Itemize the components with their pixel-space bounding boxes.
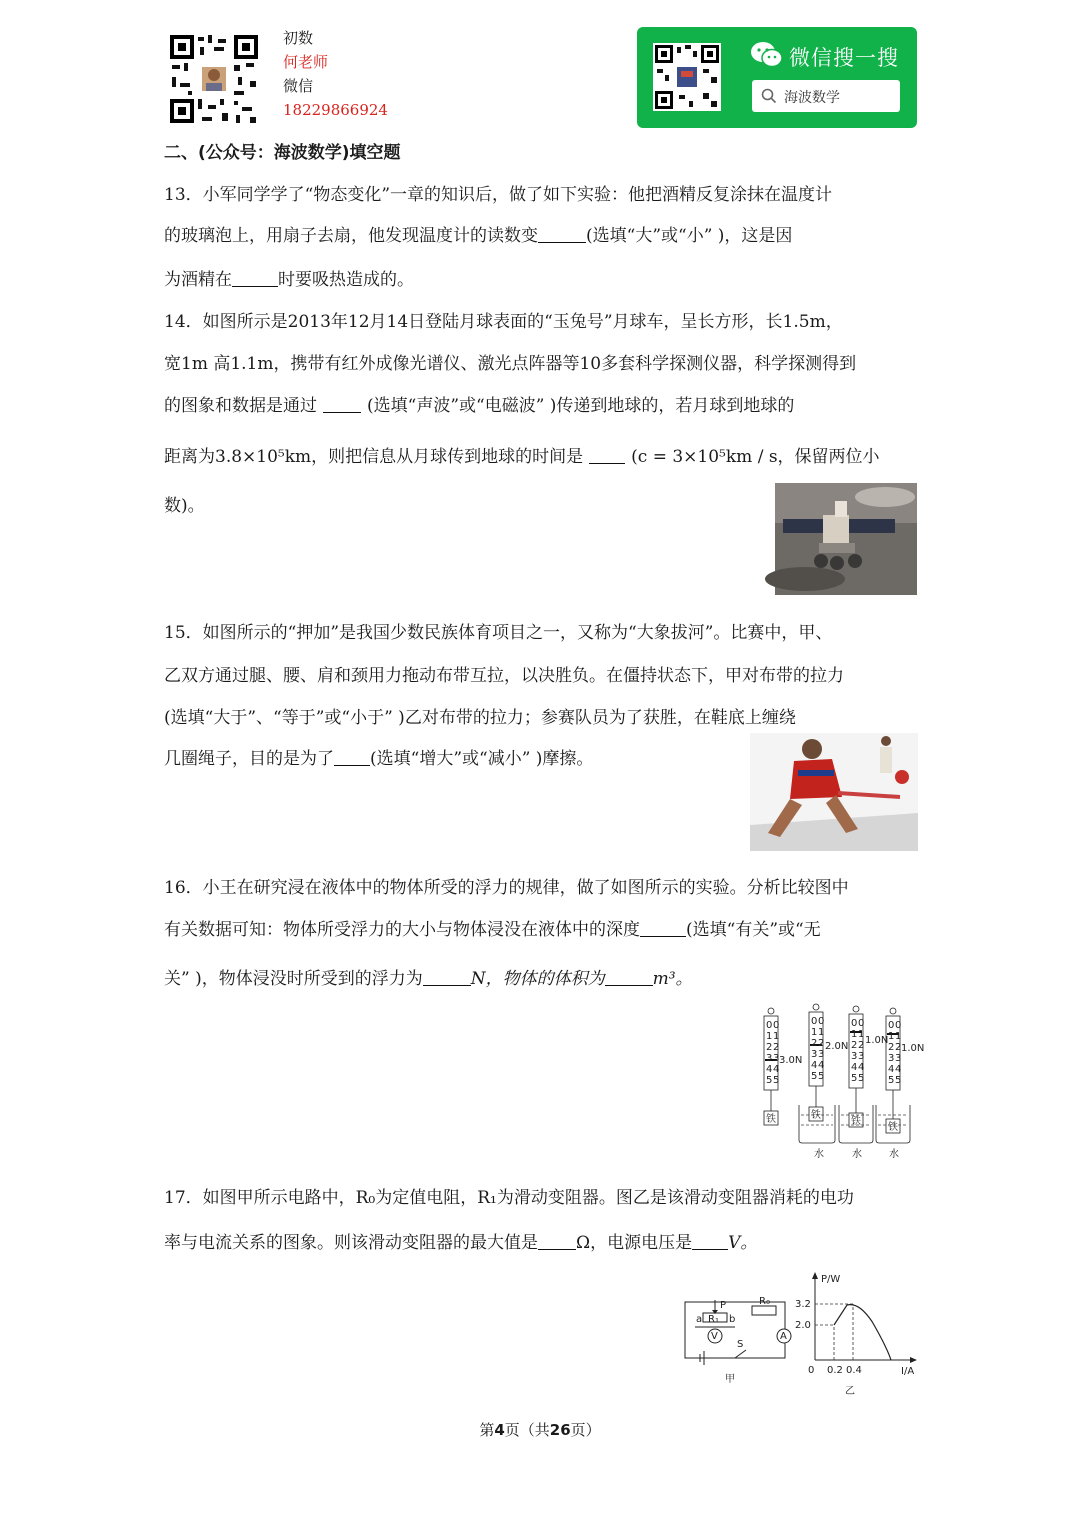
scale-tick: 1 xyxy=(773,1031,780,1042)
scale-tick: 4 xyxy=(895,1064,902,1075)
scale-tick: 0 xyxy=(766,1020,773,1031)
footer-text: 页（共 xyxy=(504,1421,550,1439)
answer-blank[interactable] xyxy=(589,446,625,464)
q17-text: Ω，电源电压是 xyxy=(576,1233,693,1253)
y-axis-label: P/W xyxy=(821,1274,841,1285)
scale-tick: 2 xyxy=(773,1042,780,1053)
q17-text: V。 xyxy=(728,1233,758,1253)
q14-text: (c = 3×10⁵km / s，保留两位小 xyxy=(631,447,880,467)
scale-tick: 1 xyxy=(818,1027,825,1038)
contact-line: 初数 xyxy=(283,29,314,47)
scale-tick: 1 xyxy=(895,1031,902,1042)
x-tick-label: 0.2 xyxy=(827,1365,843,1376)
scale-tick: 5 xyxy=(858,1073,865,1084)
q16-line-2 xyxy=(164,919,918,941)
contact-line: 微信 xyxy=(283,77,314,95)
water-label: 水 xyxy=(814,1149,824,1160)
scale-tick: 5 xyxy=(888,1075,895,1086)
page-footer xyxy=(0,1419,1080,1440)
footer-text: 页） xyxy=(570,1421,601,1439)
q16-text: m³。 xyxy=(652,969,693,989)
q15-text: (选填“增大”或“减小” )摩擦。 xyxy=(370,749,594,769)
wechat-search-card[interactable] xyxy=(637,27,917,128)
scale-tick: 0 xyxy=(818,1016,825,1027)
q17-text: 率与电流关系的图象。则该滑动变阻器的最大值是 xyxy=(164,1233,538,1253)
scale-tick: 0 xyxy=(858,1018,865,1029)
scale-tick: 2 xyxy=(766,1042,773,1053)
answer-blank[interactable] xyxy=(538,1232,576,1250)
answer-blank[interactable] xyxy=(232,269,278,287)
scale-tick: 5 xyxy=(851,1073,858,1084)
y-tick-label: 2.0 xyxy=(795,1320,811,1331)
q13-text: 为酒精在 xyxy=(164,270,232,290)
q16-line-3 xyxy=(164,968,918,990)
scale-tick: 2 xyxy=(811,1038,818,1049)
scale-tick: 2 xyxy=(818,1038,825,1049)
scale-reading: 2.0N xyxy=(825,1041,849,1052)
circuit-label: S xyxy=(737,1339,744,1350)
scale-tick: 0 xyxy=(773,1020,780,1031)
scale-tick: 1 xyxy=(766,1031,773,1042)
circuit-caption: 甲 xyxy=(725,1374,735,1385)
q14-line-2: 宽1m 高1.1m，携带有红外成像光谱仪、激光点阵器等10多套科学探测仪器，科学探测得到 xyxy=(164,354,857,374)
scale-tick: 1 xyxy=(858,1029,865,1040)
q14-line-4 xyxy=(164,446,918,468)
scale-reading: 1.0N xyxy=(865,1035,889,1046)
q14-line-1: 14．如图所示是2013年12月14日登陆月球表面的“玉兔号”月球车，呈长方形，长1.5m， xyxy=(164,312,843,332)
q14-text: 的图象和数据是通过 xyxy=(164,396,317,416)
circuit-label: A xyxy=(780,1331,787,1342)
qr-code-right xyxy=(653,43,721,111)
scale-tick: 4 xyxy=(851,1062,858,1073)
answer-blank[interactable] xyxy=(538,225,586,243)
spring-scale-figure xyxy=(755,1005,925,1160)
scale-tick: 4 xyxy=(888,1064,895,1075)
circuit-label: P xyxy=(720,1300,727,1311)
answer-blank[interactable] xyxy=(605,968,653,986)
scale-tick: 5 xyxy=(811,1071,818,1082)
scale-tick: 1 xyxy=(851,1029,858,1040)
x-tick-label: 0 xyxy=(808,1365,815,1376)
q15-line-3: (选填“大于”、“等于”或“小于” )乙对布带的拉力；参赛队员为了获胜，在鞋底上缠绕 xyxy=(164,708,796,728)
q16-text: 关” )，物体浸没时所受到的浮力为 xyxy=(164,969,423,989)
contact-phone: 18229866924 xyxy=(283,101,388,119)
q16-text: (选填“有关”或“无 xyxy=(686,920,821,940)
scale-tick: 3 xyxy=(888,1053,895,1064)
contact-teacher: 何老师 xyxy=(283,53,329,71)
q16-line-1: 16．小王在研究浸在液体中的物体所受的浮力的规律，做了如图所示的实验。分析比较图中 xyxy=(164,878,849,898)
q16-text: N，物体的体积为 xyxy=(470,969,605,989)
q13-text: 的玻璃泡上，用扇子去扇，他发现温度计的读数变 xyxy=(164,226,538,246)
q16-text: 有关数据可知：物体所受浮力的大小与物体浸没在液体中的深度 xyxy=(164,920,640,940)
scale-reading: 3.0N xyxy=(779,1055,803,1066)
section-title: 二、(公众号：海波数学)填空题 xyxy=(164,143,401,163)
scale-tick: 5 xyxy=(766,1075,773,1086)
q15-line-1: 15．如图所示的“押加”是我国少数民族体育项目之一，又称为“大象拔河”。比赛中，甲、 xyxy=(164,623,833,643)
answer-blank[interactable] xyxy=(692,1232,728,1250)
scale-tick: 2 xyxy=(895,1042,902,1053)
q13-line-2 xyxy=(164,225,918,247)
scale-tick: 1 xyxy=(811,1027,818,1038)
iron-block-label: 铁 xyxy=(811,1110,821,1121)
graph-caption: 乙 xyxy=(845,1386,855,1397)
scale-tick: 3 xyxy=(766,1053,773,1064)
circuit-label: R₀ xyxy=(759,1296,770,1307)
iron-block-label: 铁 xyxy=(851,1116,861,1127)
yajia-tug-photo xyxy=(750,733,918,851)
iron-block-label: 铁 xyxy=(766,1114,776,1125)
power-curve xyxy=(834,1305,891,1360)
scale-tick: 4 xyxy=(811,1060,818,1071)
x-axis-label: I/A xyxy=(901,1366,915,1377)
scale-reading: 1.0N xyxy=(901,1043,925,1054)
circuit-label: b xyxy=(729,1314,736,1325)
answer-blank[interactable] xyxy=(423,968,471,986)
power-current-graph xyxy=(795,1270,920,1400)
wechat-search-box[interactable] xyxy=(752,80,900,112)
q15-line-2: 乙双方通过腿、腰、肩和颈用力拖动布带互拉，以决胜负。在僵持状态下，甲对布带的拉力 xyxy=(164,666,844,686)
scale-tick: 3 xyxy=(811,1049,818,1060)
scale-tick: 3 xyxy=(858,1051,865,1062)
scale-tick: 3 xyxy=(851,1051,858,1062)
q15-text: 几圈绳子，目的是为了 xyxy=(164,749,334,769)
q13-text: (选填“大”或“小” )，这是因 xyxy=(586,226,793,246)
page-total: 26 xyxy=(549,1421,571,1439)
scale-tick: 4 xyxy=(766,1064,773,1075)
lunar-rover-photo xyxy=(775,483,917,595)
scale-tick: 1 xyxy=(888,1031,895,1042)
wechat-title: 微信搜一搜 xyxy=(789,46,899,70)
answer-blank[interactable] xyxy=(640,919,686,937)
scale-tick: 4 xyxy=(773,1064,780,1075)
scale-tick: 0 xyxy=(851,1018,858,1029)
scale-tick: 5 xyxy=(773,1075,780,1086)
answer-blank[interactable] xyxy=(323,395,361,413)
scale-tick: 4 xyxy=(818,1060,825,1071)
iron-block-label: 铁 xyxy=(888,1122,898,1133)
scale-tick: 2 xyxy=(888,1042,895,1053)
q17-line-2 xyxy=(164,1232,918,1254)
contact-info xyxy=(283,26,388,122)
scale-tick: 2 xyxy=(858,1040,865,1051)
circuit-label: a xyxy=(696,1314,703,1325)
water-label: 水 xyxy=(852,1149,862,1160)
answer-blank[interactable] xyxy=(334,748,370,766)
q14-text: 距离为3.8×10⁵km，则把信息从月球传到地球的时间是 xyxy=(164,447,584,467)
q14-text: (选填“声波”或“电磁波” )传递到地球的，若月球到地球的 xyxy=(367,396,795,416)
circuit-label: V xyxy=(711,1331,718,1342)
circuit-diagram xyxy=(680,1292,795,1392)
water-label: 水 xyxy=(889,1149,899,1160)
q17-line-1: 17．如图甲所示电路中，R₀为定值电阻，R₁为滑动变阻器。图乙是该滑动变阻器消耗的电功 xyxy=(164,1188,854,1208)
scale-tick: 5 xyxy=(895,1075,902,1086)
circuit-label: R₁ xyxy=(708,1314,719,1325)
x-tick-label: 0.4 xyxy=(846,1365,862,1376)
q13-line-3 xyxy=(164,269,918,291)
scale-tick: 0 xyxy=(895,1020,902,1031)
qr-code-left xyxy=(168,33,260,125)
scale-tick: 0 xyxy=(888,1020,895,1031)
q14-line-3 xyxy=(164,395,918,417)
scale-tick: 4 xyxy=(858,1062,865,1073)
footer-text: 第 xyxy=(479,1421,495,1439)
scale-tick: 5 xyxy=(818,1071,825,1082)
scale-tick: 3 xyxy=(818,1049,825,1060)
scale-tick: 2 xyxy=(851,1040,858,1051)
page-number: 4 xyxy=(494,1421,505,1439)
q13-line-1: 13．小军同学学了“物态变化”一章的知识后，做了如下实验：他把酒精反复涂抹在温度计 xyxy=(164,185,833,205)
wechat-logo-icon xyxy=(750,41,784,69)
q14-line-5: 数)。 xyxy=(164,496,205,516)
wechat-search-text: 海波数学 xyxy=(784,90,840,106)
y-tick-label: 3.2 xyxy=(795,1299,811,1310)
search-icon xyxy=(761,88,777,104)
scale-tick: 3 xyxy=(773,1053,780,1064)
scale-tick: 0 xyxy=(811,1016,818,1027)
q13-text: 时要吸热造成的。 xyxy=(278,270,414,290)
scale-tick: 3 xyxy=(895,1053,902,1064)
